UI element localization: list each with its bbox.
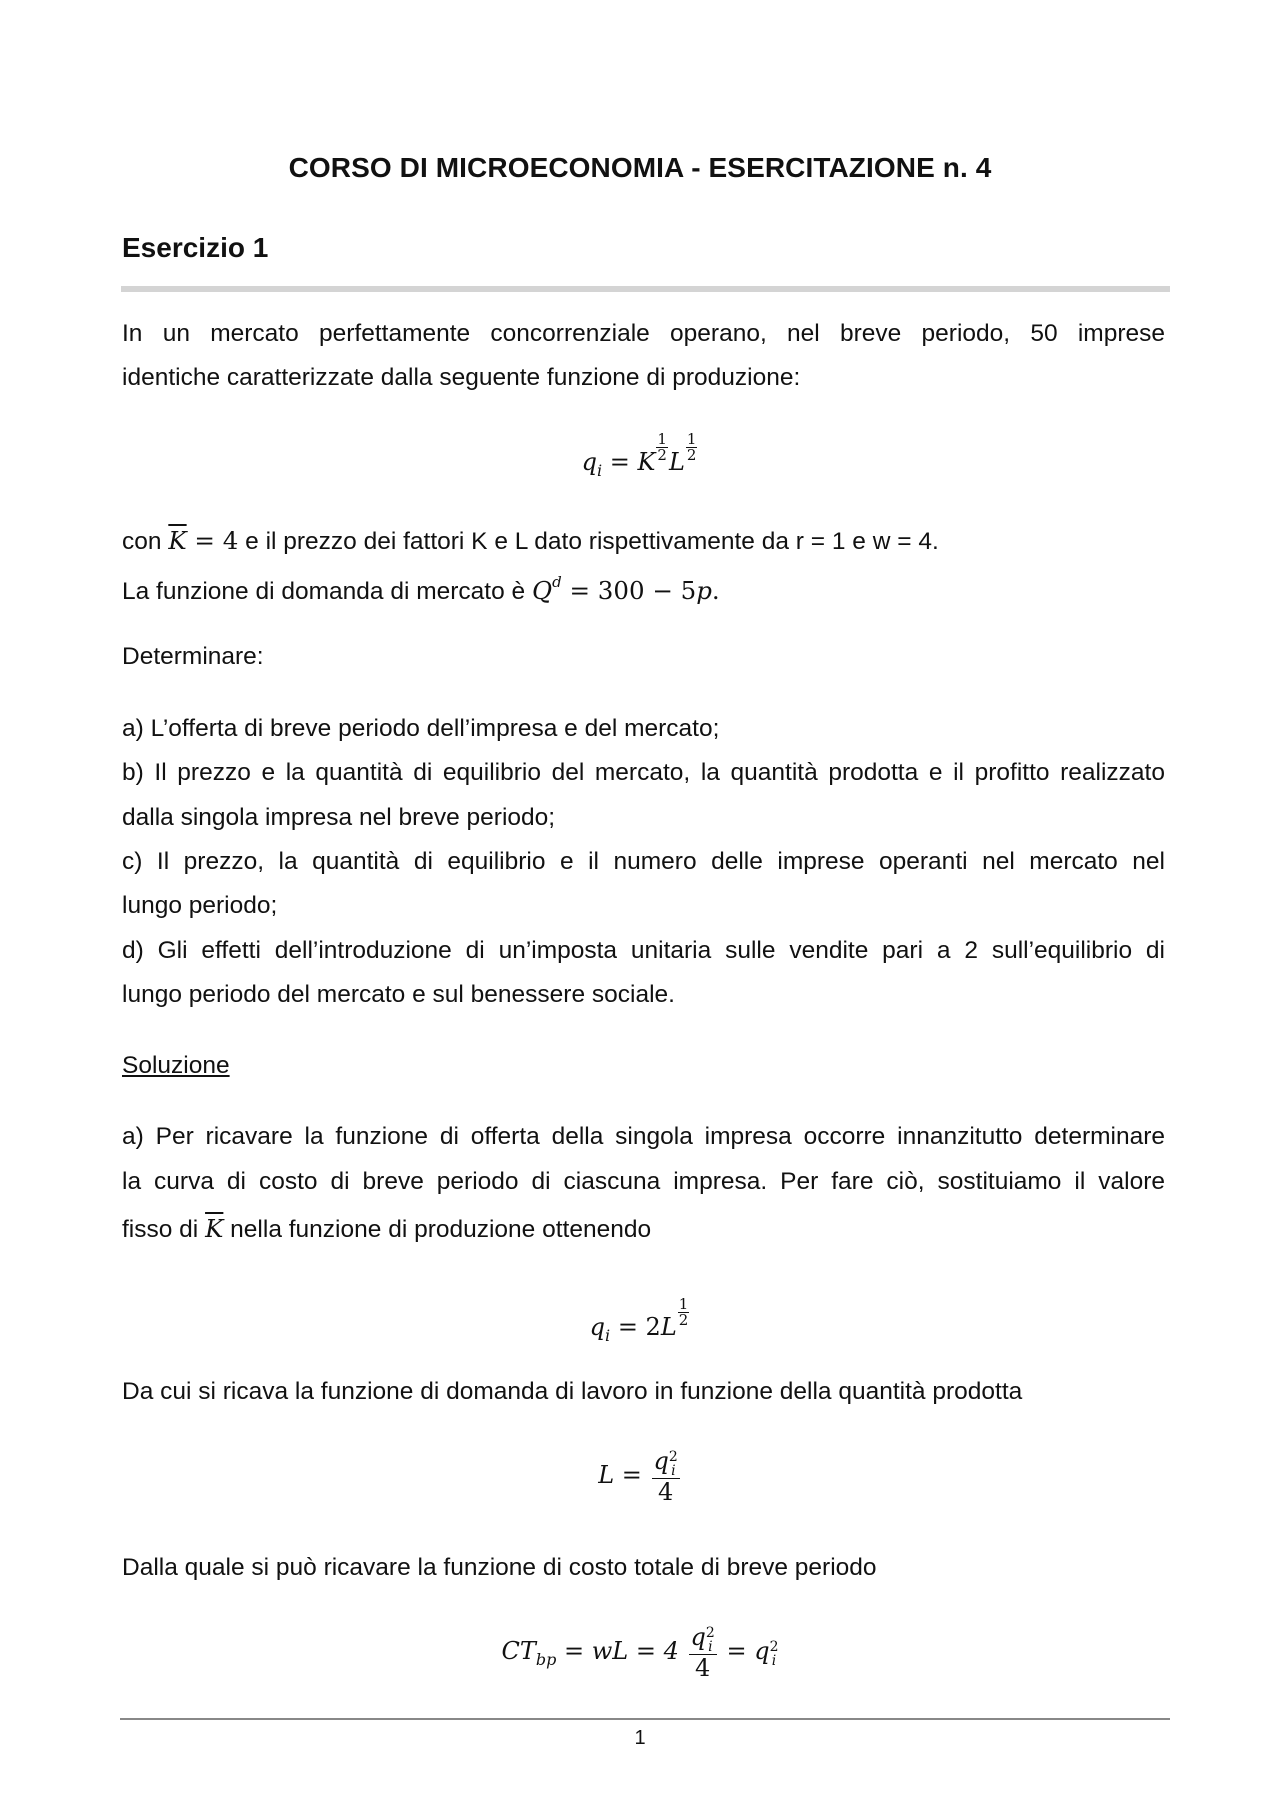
con-line: con $\overline{K} = 4$ e il prezzo dei fattori K e L dato rispettivamente da r = 1 e w = 4. bbox=[122, 526, 939, 555]
eq1-l: L bbox=[668, 448, 685, 476]
question-c-cont: lungo periodo; bbox=[122, 892, 278, 919]
solution-line-3: fisso di $\overline{K}$ nella funzione di produzione ottenendo bbox=[122, 1214, 652, 1243]
eq1-equals: = bbox=[609, 448, 630, 476]
eq1-lhs-sub: i bbox=[596, 461, 603, 480]
intro-line-2: identiche caratterizzate dalla seguente funzione di produzione: bbox=[122, 364, 801, 391]
page-title: CORSO DI MICROECONOMIA - ESERCITAZIONE n. 4 bbox=[288, 152, 992, 183]
solution-line-1: a) Per ricavare la funzione di offerta della singola impresa occorre innanzitutto determinare bbox=[122, 1123, 1165, 1150]
question-d: d) Gli effetti dell’introduzione di un’imposta unitaria sulle vendite pari a 2 sull’equilibrio di bbox=[122, 937, 1165, 964]
question-a: a) L’offerta di breve periodo dell’impresa e del mercato; bbox=[122, 715, 720, 742]
question-b: b) Il prezzo e la quantità di equilibrio del mercato, la quantità prodotta e il profitto realizzato bbox=[122, 759, 1165, 786]
footer-divider bbox=[120, 1718, 1170, 1720]
dalla-quale-line: Dalla quale si può ricavare la funzione di costo totale di breve periodo bbox=[122, 1554, 877, 1581]
k-bar: $\overline{K}$ bbox=[168, 526, 187, 555]
eq1-k: K bbox=[637, 448, 656, 476]
question-b-cont: dalla singola impresa nel breve periodo; bbox=[122, 804, 556, 831]
heading-divider bbox=[121, 286, 1170, 292]
eq3-fraction: q 2 i 4 bbox=[653, 1447, 678, 1506]
solution-line-2: la curva di costo di breve periodo di ciascuna impresa. Per fare ciò, sostituiamo il valore bbox=[122, 1168, 1165, 1195]
intro-text bbox=[122, 320, 1165, 348]
determinare-label: Determinare: bbox=[122, 643, 264, 670]
eq1-k-exponent: $\frac{1}{2}$ bbox=[657, 430, 667, 464]
reduced-production-equation: $q_i = 2L$ $\frac{1}{2}$ bbox=[589, 1295, 689, 1345]
da-cui-line: Da cui si ricava la funzione di domanda di lavoro in funzione della quantità prodotta bbox=[122, 1378, 1023, 1405]
production-function-equation bbox=[0, 432, 1280, 480]
eq1-l-exponent: $\frac{1}{2}$ bbox=[686, 430, 697, 464]
demand-line: La funzione di domanda di mercato è $Q^d = 300 - 5p$. bbox=[122, 573, 720, 605]
question-c: c) Il prezzo, la quantità di equilibrio e il numero delle imprese operanti nel mercato nel bbox=[122, 848, 1165, 875]
question-d-cont: lungo periodo del mercato e sul benessere sociale. bbox=[122, 981, 675, 1008]
total-cost-equation: $CT_{bp}$ = wL = 4 q 2 i 4 = q 2 i bbox=[501, 1623, 779, 1682]
eq1-lhs: q bbox=[581, 448, 597, 476]
k-bar-2: $\overline{K}$ bbox=[205, 1214, 224, 1243]
soluzione-heading: Soluzione bbox=[122, 1052, 230, 1079]
labor-demand-equation: L = q 2 i 4 bbox=[598, 1447, 678, 1506]
exercise-heading: Esercizio 1 bbox=[122, 232, 269, 263]
eq4-fraction: q 2 i 4 bbox=[690, 1623, 715, 1682]
eq2-exponent: $\frac{1}{2}$ bbox=[678, 1295, 689, 1329]
intro-line-1: In un mercato perfettamente concorrenziale operano, nel breve periodo, 50 imprese bbox=[122, 320, 1165, 347]
page-number: 1 bbox=[634, 1727, 646, 1749]
